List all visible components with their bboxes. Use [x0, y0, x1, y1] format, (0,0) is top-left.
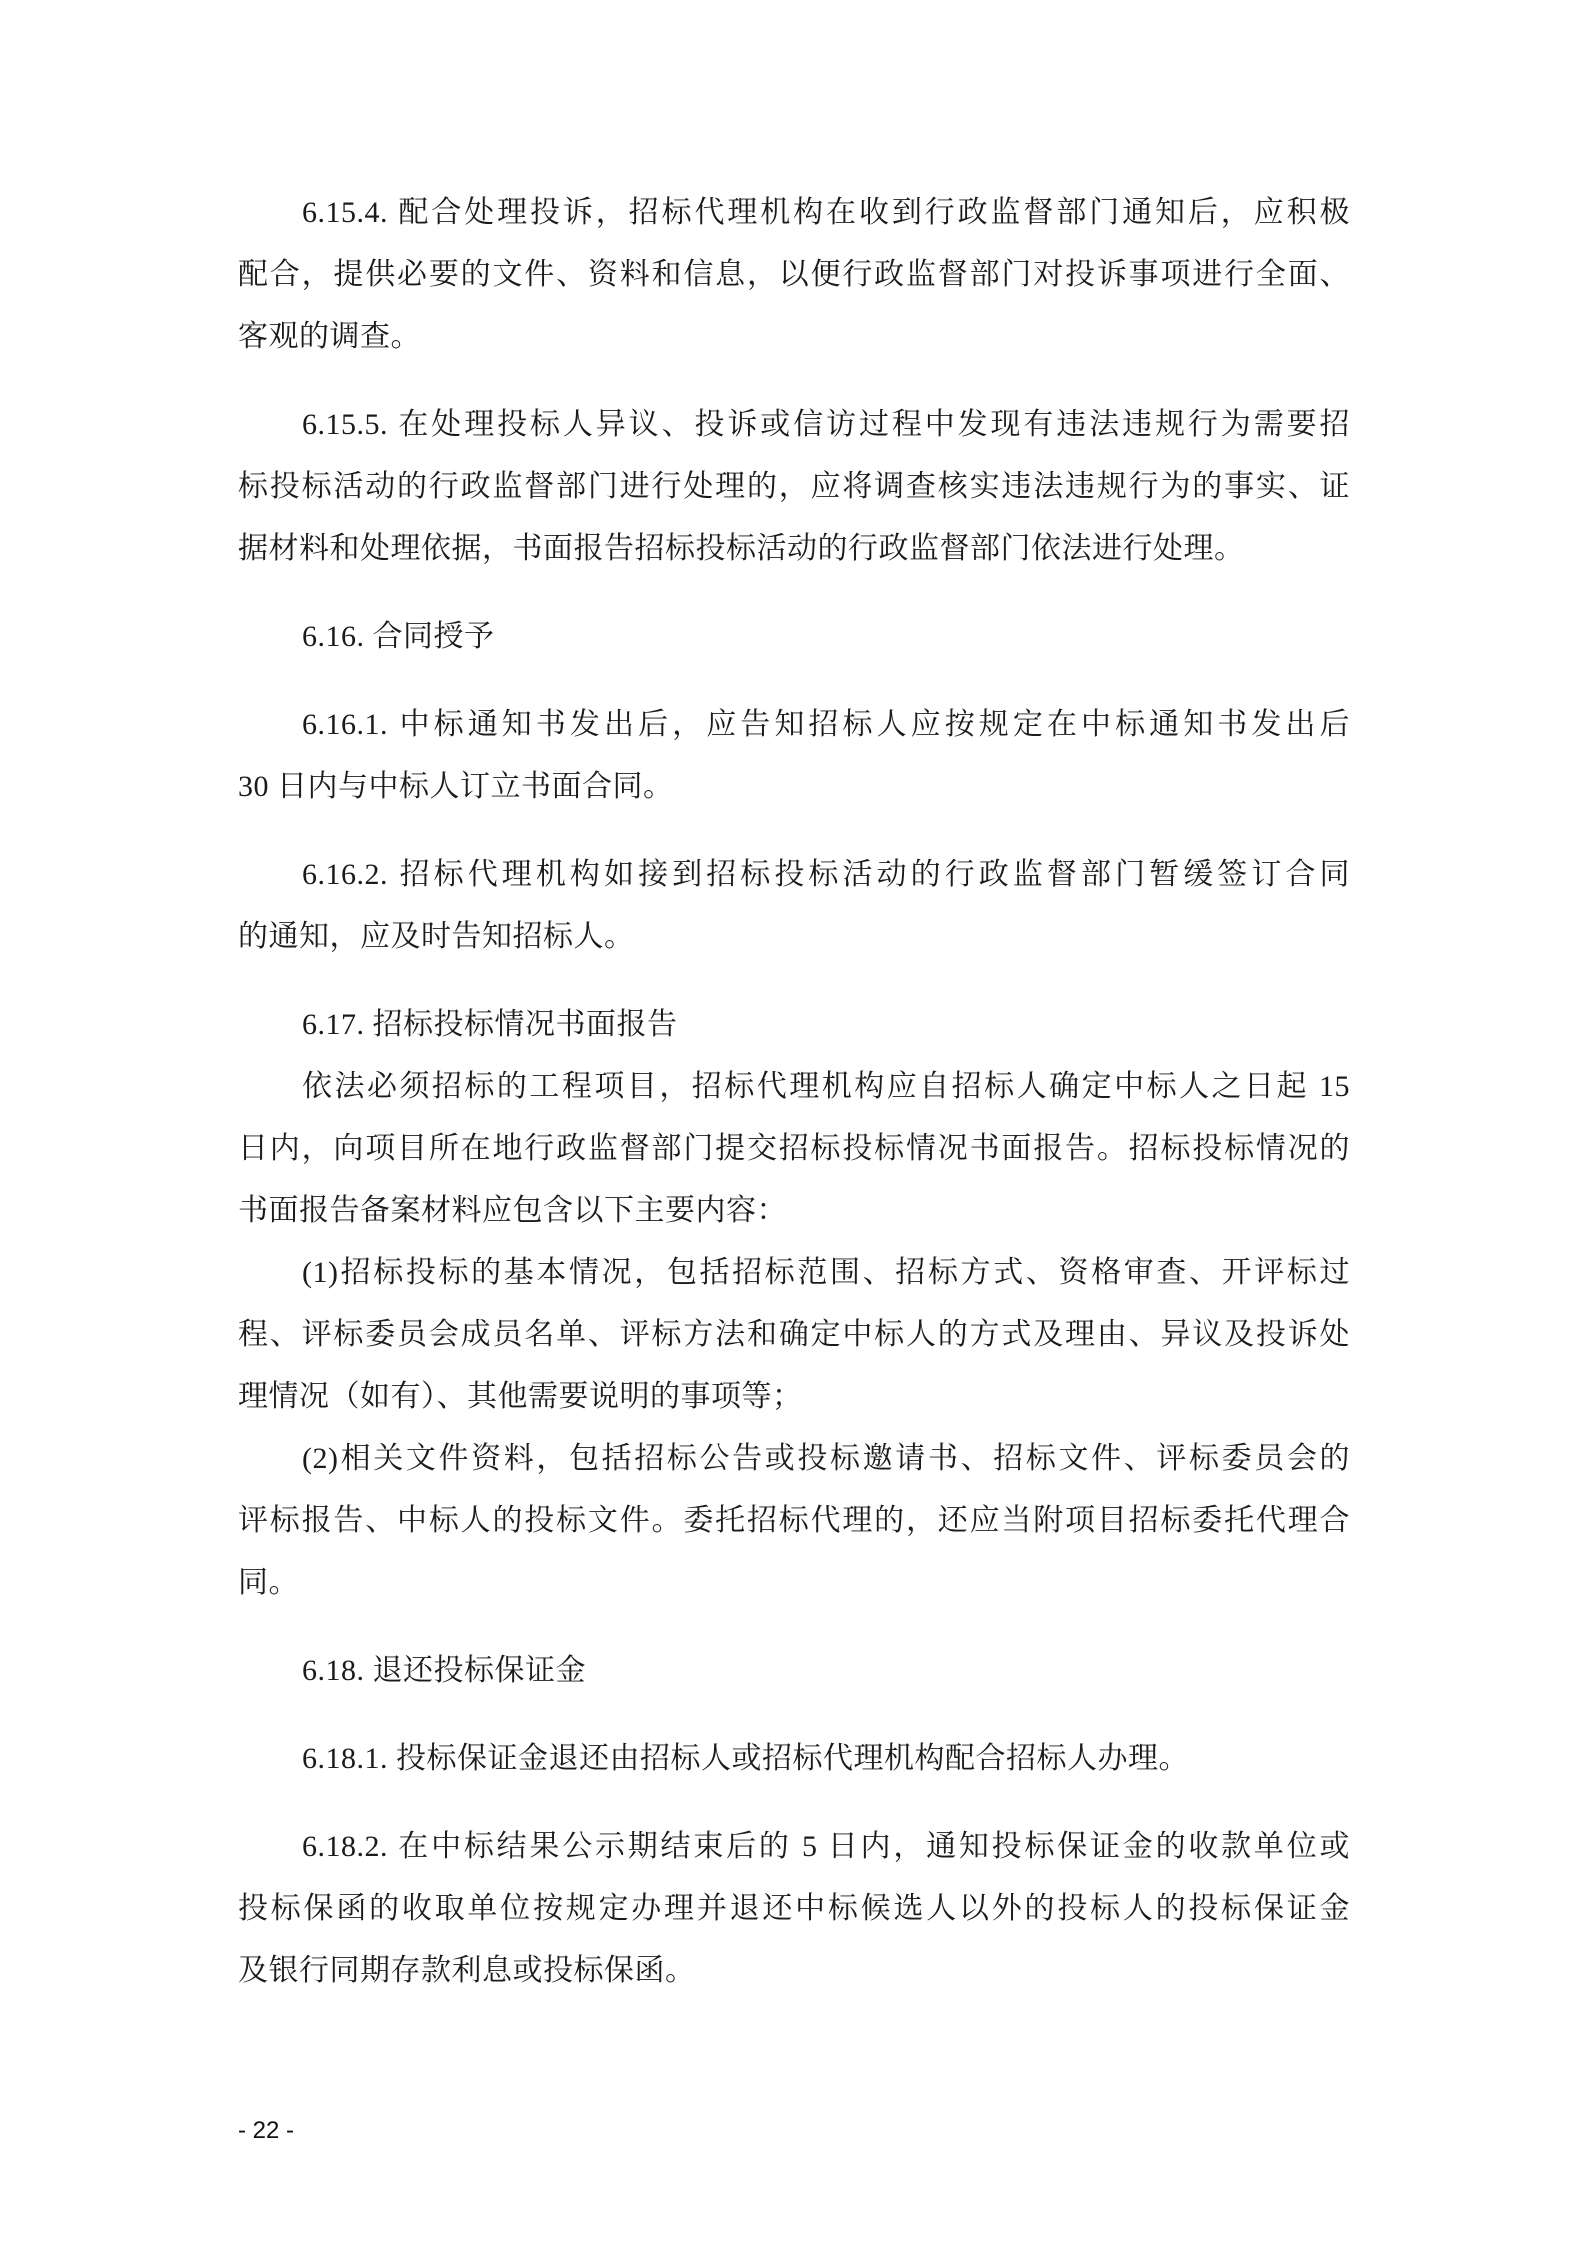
heading-6-18 [238, 1640, 1350, 1702]
text-line: 6.15.5. 在处理投标人异议、投诉或信访过程中发现有违法违规行为需要招 [302, 408, 1350, 441]
document-body [238, 182, 1350, 2002]
text-line: 理情况（如有）、其他需要说明的事项等； [238, 1380, 803, 1413]
text-line: 6.15.4. 配合处理投诉，招标代理机构在收到行政监督部门通知后，应积极 [302, 196, 1350, 229]
paragraph-6-16-1 [238, 694, 1350, 818]
text-line: 6.16.1. 中标通知书发出后，应告知招标人应按规定在中标通知书发出后 [302, 708, 1350, 741]
paragraph-6-15-5 [238, 394, 1350, 580]
heading-6-17 [238, 994, 1350, 1056]
text-line: 6.16. 合同授予 [302, 620, 495, 653]
text-line: 6.18.1. 投标保证金退还由招标人或招标代理机构配合招标人办理。 [302, 1742, 1189, 1775]
text-line: 的通知，应及时告知招标人。 [238, 920, 635, 953]
text-line: 投标保函的收取单位按规定办理并退还中标候选人以外的投标人的投标保证金 [238, 1892, 1350, 1925]
text-line: 及银行同期存款利息或投标保函。 [238, 1954, 696, 1987]
text-line: (1)招标投标的基本情况，包括招标范围、招标方式、资格审查、开评标过 [302, 1256, 1350, 1289]
text-line: 书面报告备案材料应包含以下主要内容： [238, 1194, 787, 1227]
paragraph-6-18-2 [238, 1816, 1350, 2002]
text-line: (2)相关文件资料，包括招标公告或投标邀请书、招标文件、评标委员会的 [302, 1442, 1350, 1475]
paragraph-6-15-4 [238, 182, 1350, 368]
text-line: 日内，向项目所在地行政监督部门提交招标投标情况书面报告。招标投标情况的 [238, 1132, 1350, 1165]
text-line: 6.18.2. 在中标结果公示期结束后的 5 日内，通知投标保证金的收款单位或 [302, 1830, 1350, 1863]
paragraph-6-16-2 [238, 844, 1350, 968]
text-line: 评标报告、中标人的投标文件。委托招标代理的，还应当附项目招标委托代理合 [238, 1504, 1350, 1537]
paragraph-item-2 [238, 1428, 1350, 1614]
paragraph-6-18-1 [238, 1728, 1350, 1790]
text-line: 标投标活动的行政监督部门进行处理的，应将调查核实违法违规行为的事实、证 [238, 470, 1350, 503]
text-line: 6.18. 退还投标保证金 [302, 1654, 586, 1687]
heading-6-16 [238, 606, 1350, 668]
text-line: 程、评标委员会成员名单、评标方法和确定中标人的方式及理由、异议及投诉处 [238, 1318, 1350, 1351]
page-number: - 22 - [238, 2117, 295, 2144]
paragraph-item-1 [238, 1242, 1350, 1428]
text-line: 客观的调查。 [238, 320, 421, 353]
text-line: 配合，提供必要的文件、资料和信息，以便行政监督部门对投诉事项进行全面、 [238, 258, 1350, 291]
page-footer [238, 2116, 294, 2146]
text-line: 依法必须招标的工程项目，招标代理机构应自招标人确定中标人之日起 15 [302, 1070, 1350, 1103]
text-line: 据材料和处理依据，书面报告招标投标活动的行政监督部门依法进行处理。 [238, 532, 1245, 565]
text-line: 6.17. 招标投标情况书面报告 [302, 1008, 678, 1041]
text-line: 6.16.2. 招标代理机构如接到招标投标活动的行政监督部门暂缓签订合同 [302, 858, 1350, 891]
paragraph-6-17-body [238, 1056, 1350, 1242]
text-line: 同。 [238, 1566, 299, 1599]
text-line: 30 日内与中标人订立书面合同。 [238, 770, 674, 803]
